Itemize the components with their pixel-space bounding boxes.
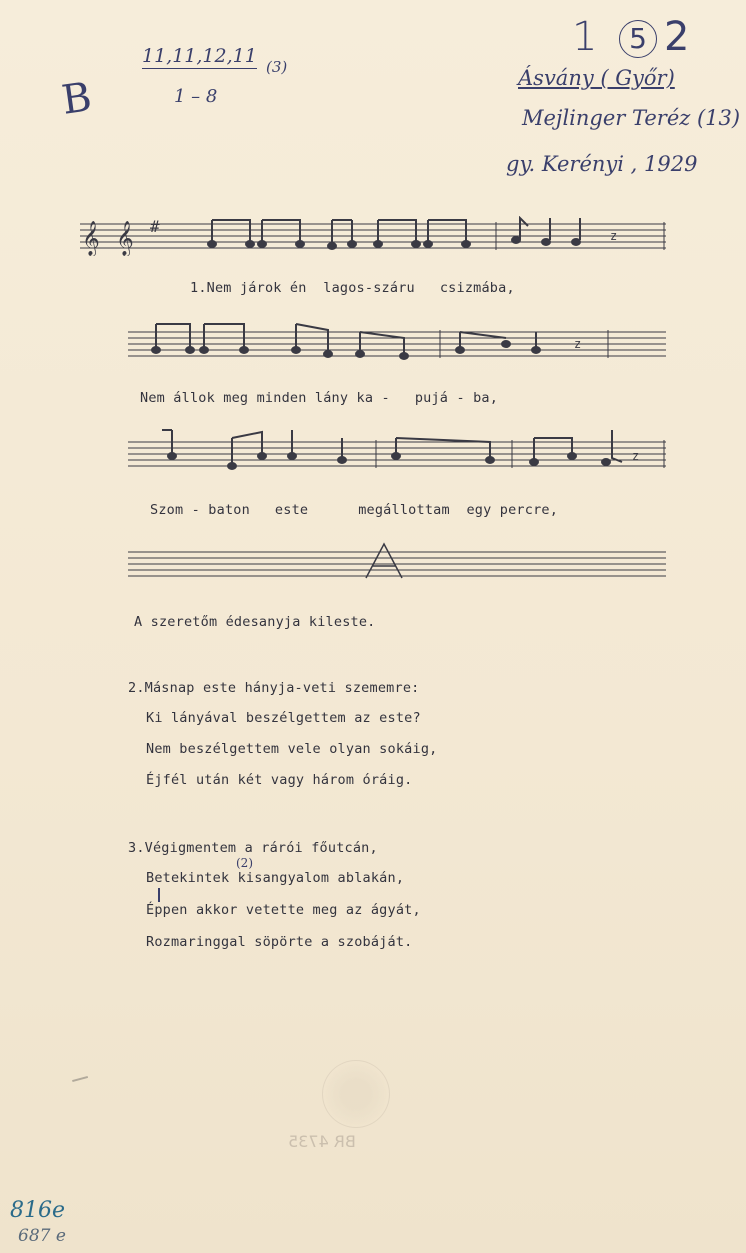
verse-annotation: (2) (236, 856, 253, 870)
insertion-mark (158, 888, 160, 902)
music-staff-3 (128, 426, 666, 463)
archive-stamp (322, 1060, 390, 1128)
lyric-line-1: 1.Nem járok én lagos-száru csizmába, (190, 280, 515, 296)
lyric-line-3: Szom - baton este megállottam egy percre, (150, 502, 559, 518)
svg-text:#: # (150, 217, 160, 236)
verse-3-line-4: Rozmaringgal söpörte a szobáját. (146, 934, 413, 950)
archive-code-2: 687 e (18, 1226, 66, 1246)
verse-2-line-4: Éjfél után két vagy három óráig. (146, 772, 413, 788)
location-label: Ásvány ( Győr) (518, 66, 675, 90)
music-staff-1 (80, 216, 666, 256)
svg-text:𝄞: 𝄞 (116, 221, 134, 256)
verse-3-line-3: Éppen akkor vetette meg az ágyát, (146, 902, 421, 918)
music-staff-2 (128, 320, 666, 351)
verse-2-line-3: Nem beszélgettem vele olyan sokáig, (146, 741, 438, 757)
verse-3-line-2: Betekintek kisangyalom ablakán, (146, 870, 405, 886)
svg-text:𝄞: 𝄞 (82, 221, 100, 256)
archive-stamp-text: BR 4735 (288, 1132, 356, 1151)
verse-2-line-2: Ki lányával beszélgettem az este? (146, 710, 421, 726)
count-note: (3) (266, 58, 288, 76)
singer-label: Mejlinger Teréz (13) (522, 106, 741, 130)
syllable-counts: 11,11,12,11 (142, 45, 257, 67)
svg-text:z: z (610, 229, 618, 243)
collector-label: gy. Kerényi , 1929 (506, 152, 698, 176)
range-label: 1 – 8 (174, 86, 218, 107)
verse-3-line-1: 3.Végigmentem a rárói főutcán, (128, 840, 378, 856)
lyric-line-2: Nem állok meg minden lány ka - pujá - ba, (140, 390, 499, 406)
music-staff-4 (128, 542, 666, 570)
catalog-number-circled: 5 (619, 20, 657, 58)
svg-text:z: z (632, 449, 640, 463)
category-letter: B (58, 74, 95, 124)
verse-2-line-1: 2.Másnap este hányja-veti szememre: (128, 680, 420, 696)
lyric-line-4: A szeretőm édesanyja kileste. (134, 614, 376, 630)
catalog-number-1: 1 (572, 14, 598, 60)
svg-text:z: z (574, 337, 582, 351)
archive-code-1: 816e (10, 1198, 66, 1223)
catalog-number-2: 2 (664, 14, 690, 60)
